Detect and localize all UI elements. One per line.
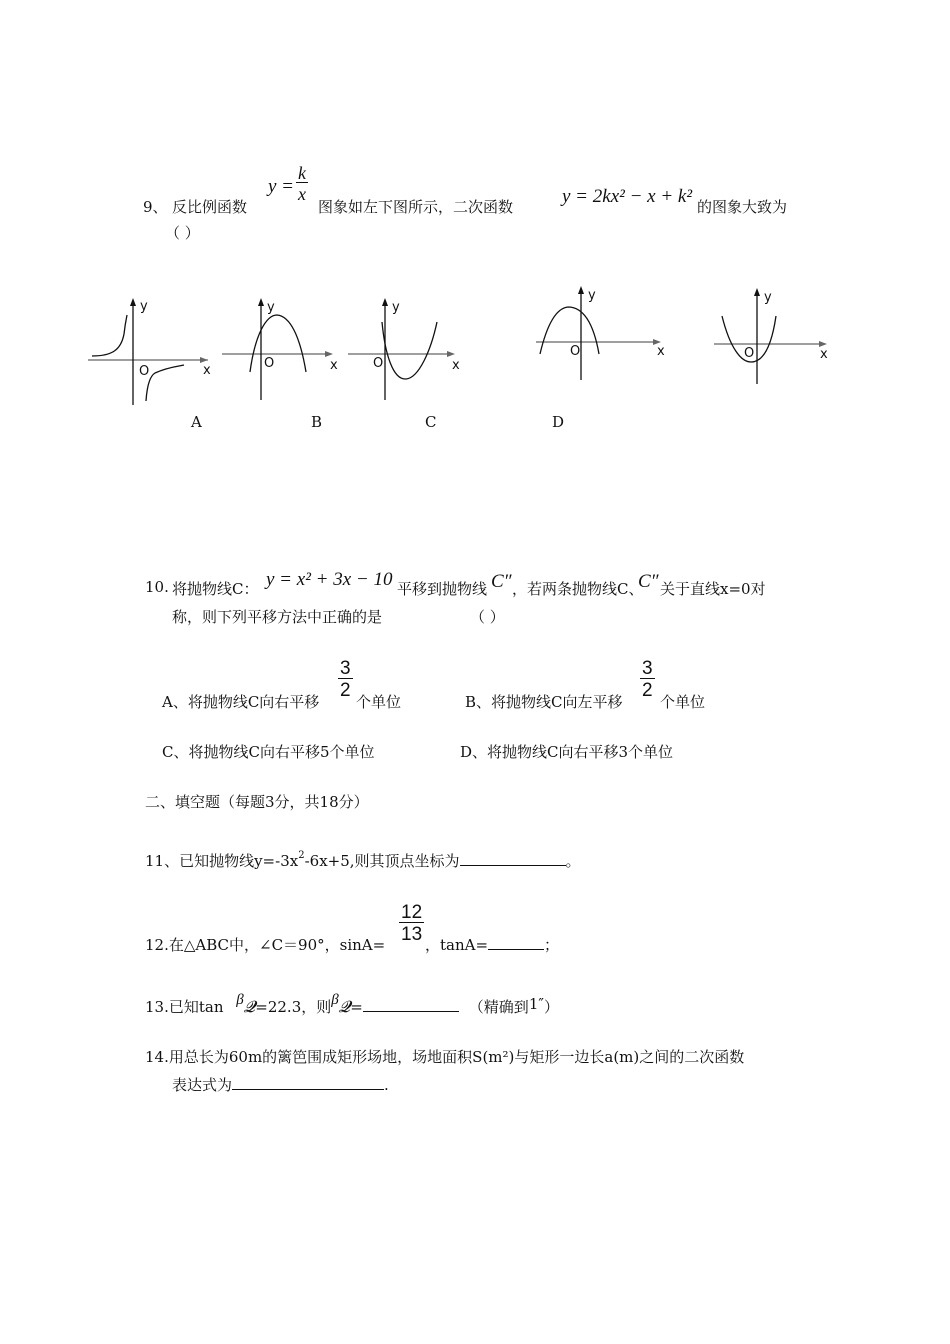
q14-answer-blank[interactable]	[232, 1075, 384, 1090]
graph-c-origin-label: O	[373, 356, 384, 371]
q12-text-2: ，tanA=	[425, 936, 489, 954]
q10-option-d: D、将抛物线C向右平移3个单位	[460, 743, 674, 761]
q9-fraction-denominator: x	[298, 184, 306, 204]
fraction-numerator: 3	[340, 658, 351, 679]
graph-c-x-label: x	[452, 358, 460, 373]
q12-fraction-numerator: 12	[401, 902, 423, 923]
q12-fraction	[399, 903, 424, 944]
q9-text-1: 反比例函数	[172, 198, 248, 216]
fraction-denominator: 2	[642, 680, 653, 701]
q10-text-3: ，若两条抛物线C、	[512, 580, 644, 598]
q9-quadratic-formula: y = 2kx² − x + k²	[562, 186, 693, 207]
q13-text-5: ）	[543, 998, 559, 1016]
section-2-heading: 二、填空题（每题3分，共18分）	[145, 793, 369, 811]
q12-fraction-denominator: 13	[401, 924, 423, 945]
graph-inverse-x-label: x	[203, 363, 211, 378]
q11-exponent: 2	[298, 850, 305, 861]
q13-beta-symbol-2: β	[331, 992, 339, 1008]
q10-text-1: 将抛物线C：	[172, 580, 259, 598]
q10-option-b-unit: 个单位	[660, 693, 706, 711]
q9-text-3: 的图象大致为	[697, 198, 788, 216]
q10-c-prime: C″	[491, 571, 512, 592]
q13-text-3: =	[350, 998, 363, 1016]
graph-inverse-y-label: y	[140, 299, 148, 314]
graph-inverse-origin-label: O	[139, 364, 150, 379]
option-label-b: B	[311, 413, 323, 431]
q13-unit: 1″	[528, 995, 544, 1013]
q13-alpha-symbol-2: 𝓠	[338, 999, 351, 1016]
q10-answer-paren: （ ）	[470, 608, 505, 626]
q13-answer-blank[interactable]	[363, 997, 459, 1012]
option-label-a: A	[191, 413, 202, 431]
q10-parabola-equation: y = x² + 3x − 10	[266, 569, 393, 590]
graph-option-c	[348, 298, 455, 400]
q10-option-b-fraction	[640, 659, 655, 700]
q10-number: 10.	[145, 578, 169, 596]
q10-option-a: A、将抛物线C向右平移	[162, 693, 320, 711]
fraction-numerator: 3	[642, 658, 653, 679]
graph-d-y-label: y	[588, 288, 596, 303]
q9-graphs	[0, 280, 950, 440]
graph-inverse-function	[88, 298, 208, 405]
q10-option-a-unit: 个单位	[356, 693, 402, 711]
graph-extra-y-label: y	[764, 290, 772, 305]
graph-option-b	[222, 298, 333, 400]
q12-line-end	[425, 934, 559, 955]
q11-text-2: -6x+5,则其顶点坐标为	[304, 852, 460, 870]
q9-number: 9、	[143, 198, 168, 216]
graph-b-origin-label: O	[264, 356, 275, 371]
q14-line-1: 14.用总长为60m的篱笆围成矩形场地，场地面积S(m²)与矩形一边长a(m)之间的二次函数	[145, 1048, 745, 1066]
graph-d-x-label: x	[657, 344, 665, 359]
q12-text-3: ；	[544, 936, 560, 954]
q10-option-a-fraction	[338, 659, 353, 700]
q9-fraction-numerator: k	[298, 163, 306, 183]
graph-option-d	[536, 286, 661, 380]
graph-d-origin-label: O	[570, 344, 581, 359]
q14-text-3: .	[384, 1076, 389, 1094]
q13-line	[145, 992, 559, 1017]
q10-option-c: C、将抛物线C向右平移5个单位	[162, 743, 375, 761]
q12-answer-blank[interactable]	[488, 935, 544, 950]
graph-b-y-label: y	[267, 300, 275, 315]
q13-beta-symbol: β	[236, 992, 244, 1008]
q14-text-2: 表达式为	[172, 1076, 233, 1094]
q13-alpha-symbol: 𝓠	[243, 999, 256, 1016]
fraction-denominator: 2	[340, 680, 351, 701]
q9-inverse-fraction	[296, 164, 308, 203]
q10-option-b: B、将抛物线C向左平移	[465, 693, 623, 711]
q10-c-prime-2: C″	[638, 571, 659, 592]
graph-b-x-label: x	[330, 358, 338, 373]
q12-text-1: 12.在△ABC中，∠C＝90°，sinA=	[145, 936, 386, 954]
q14-line-2	[172, 1074, 389, 1095]
graph-c-y-label: y	[392, 300, 400, 315]
q13-text-1: 13.已知tan	[145, 998, 224, 1016]
option-label-c: C	[425, 413, 437, 431]
q11-line	[145, 850, 581, 871]
graph-extra-x-label: x	[820, 347, 828, 362]
q9-text-2: 图象如左下图所示，二次函数	[318, 198, 514, 216]
graph-extra-origin-label: O	[744, 346, 755, 361]
q13-text-4: （精确到	[468, 998, 529, 1016]
option-label-d: D	[552, 413, 565, 431]
q9-inverse-lhs: y =	[268, 176, 295, 197]
q11-text-1: 11、已知抛物线y=-3x	[145, 852, 299, 870]
q10-line-2: 称，则下列平移方法中正确的是	[172, 608, 383, 626]
q10-text-2: 平移到抛物线	[397, 580, 488, 598]
q9-answer-paren: （ ）	[165, 224, 200, 242]
q11-answer-blank[interactable]	[460, 851, 566, 866]
q11-text-3: 。	[565, 852, 581, 870]
q13-text-2: =22.3，则	[255, 998, 332, 1016]
q10-text-4: 关于直线x=0对	[660, 580, 766, 598]
